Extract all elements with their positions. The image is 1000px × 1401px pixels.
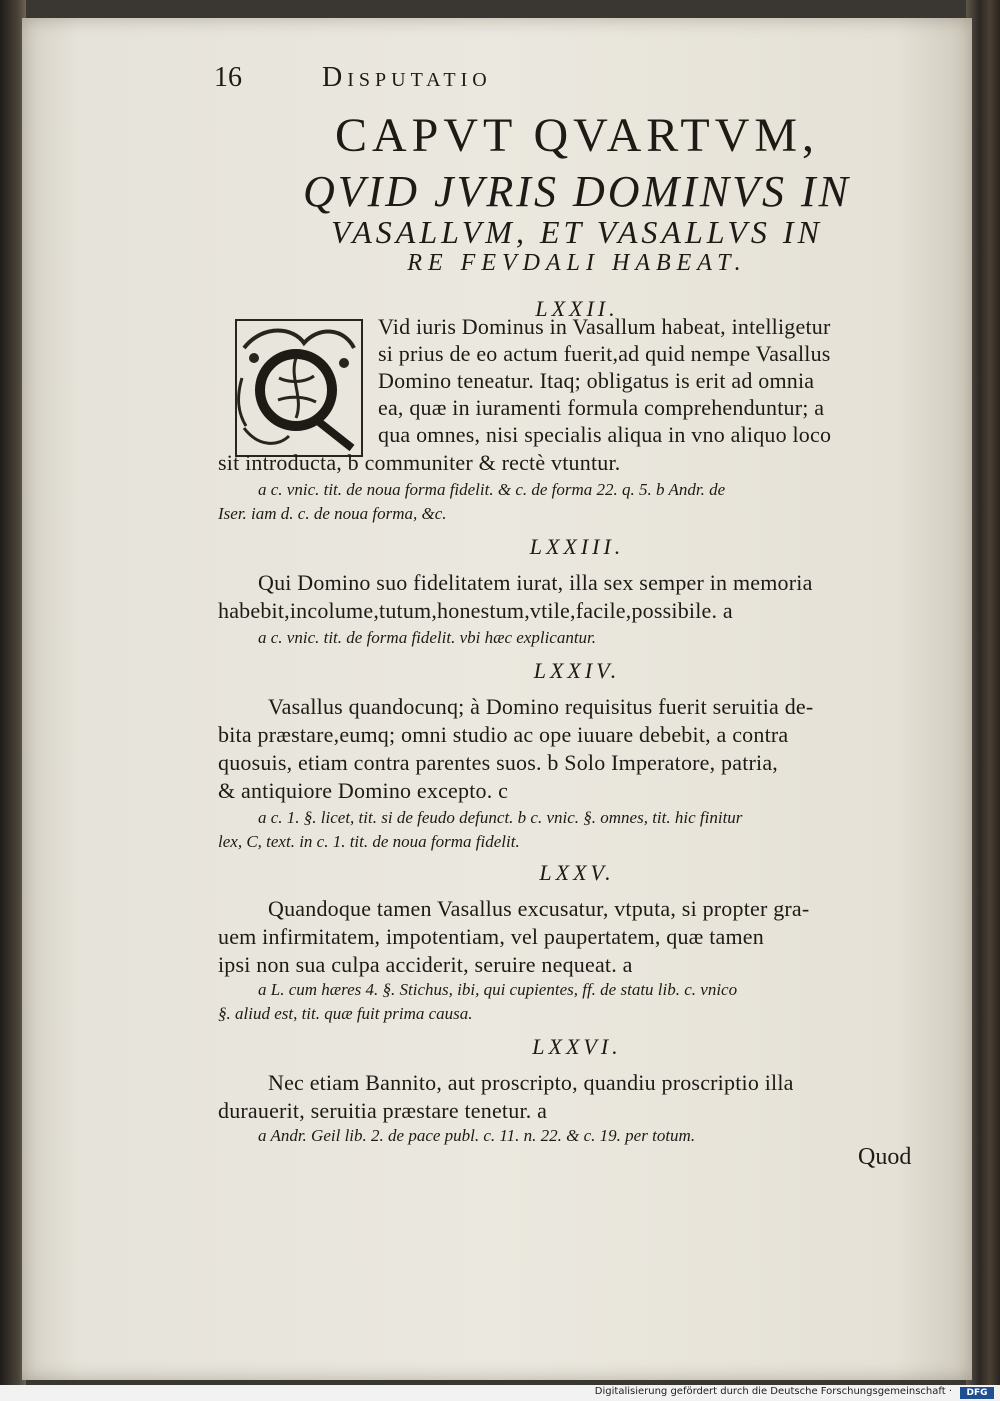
catchword: Quod [858, 1144, 912, 1170]
text-line: durauerit, seruitia præstare tenetur. a [218, 1098, 548, 1123]
text-line: Vid iuris Dominus in Vasallum habeat, intelligetur [378, 314, 831, 339]
footnote-line: lex, C, text. in c. 1. tit. de noua forma fidelit. [218, 832, 520, 851]
footnote-line: a L. cum hæres 4. §. Stichus, ibi, qui cupientes, ff. de statu lib. c. vnico [258, 980, 738, 999]
text-line: ipsi non sua culpa acciderit, seruire nequeat. a [218, 952, 633, 977]
text-line: bita præstare,eumq; omni studio ac ope iuuare debebit, a contra [218, 722, 789, 747]
text-line: qua omnes, nisi specialis aliqua in vno aliquo loco [378, 422, 832, 447]
section-numeral-74: LXXIV. [533, 658, 621, 683]
page-number: 16 [214, 62, 242, 93]
decorated-initial-q-icon [234, 318, 364, 458]
text-line: Qui Domino suo fidelitatem iurat, illa sex semper in memoria [258, 570, 813, 595]
footnote-line: a c. vnic. tit. de noua forma fidelit. & c. de forma 22. q. 5. b Andr. de [258, 480, 726, 499]
dfg-logo-icon: DFG [960, 1387, 994, 1399]
text-line: Domino teneatur. Itaq; obligatus is erit ad omnia [378, 368, 815, 393]
text-line: habebit,incolume,tutum,honestum,vtile,facile,possibile. a [218, 598, 733, 623]
chapter-subtitle-3: RE FEVDALI HABEAT. [407, 250, 747, 276]
section-numeral-75: LXXV. [539, 860, 615, 885]
text-line: & antiquiore Domino excepto. c [218, 778, 509, 803]
section-numeral-73: LXXIII. [529, 534, 625, 559]
text-line: si prius de eo actum fuerit,ad quid nempe Vasallus [378, 341, 831, 366]
section-numeral-76: LXXVI. [532, 1034, 622, 1059]
text-line: Vasallus quandocunq; à Domino requisitus fuerit seruitia de- [268, 694, 814, 719]
footnote-line: a Andr. Geil lib. 2. de pace publ. c. 11. n. 22. & c. 19. per totum. [258, 1126, 696, 1145]
chapter-title: CAPVT QVARTVM, [334, 109, 820, 162]
text-line: uem infirmitatem, impotentiam, vel paupertatem, quæ tamen [218, 924, 764, 949]
digitization-footer [0, 1385, 1000, 1401]
text-line: Nec etiam Bannito, aut proscripto, quandiu proscriptio illa [268, 1070, 794, 1095]
footnote-line: Iser. iam d. c. de noua forma, &c. [218, 504, 447, 523]
footnote-line: a c. vnic. tit. de forma fidelit. vbi hæc explicantur. [258, 628, 597, 647]
footer-credit: Digitalisierung gefördert durch die Deutsche Forschungsgemeinschaft · [594, 1386, 952, 1397]
chapter-subtitle-1: QVID JVRIS DOMINVS IN [302, 167, 852, 216]
text-line: sit introducta, b communiter & rectè vtuntur. [218, 450, 621, 475]
section-numeral-72: LXXII. [535, 296, 619, 321]
text-line: quosuis, etiam contra parentes suos. b Solo Imperatore, patria, [218, 750, 779, 775]
footnote-line: §. aliud est, tit. quæ fuit prima causa. [218, 1004, 473, 1023]
footnote-line: a c. 1. §. licet, tit. si de feudo defunct. b c. vnic. §. omnes, tit. hic finitur [258, 808, 743, 827]
page-text [22, 18, 972, 1380]
running-head: Disputatio [322, 62, 492, 93]
chapter-subtitle-2: VASALLVM, ET VASALLVS IN [331, 214, 823, 250]
book-page [22, 18, 972, 1380]
text-line: Quandoque tamen Vasallus excusatur, vtputa, si propter gra- [268, 896, 810, 921]
text-line: ea, quæ in iuramenti formula comprehenduntur; a [378, 395, 825, 420]
